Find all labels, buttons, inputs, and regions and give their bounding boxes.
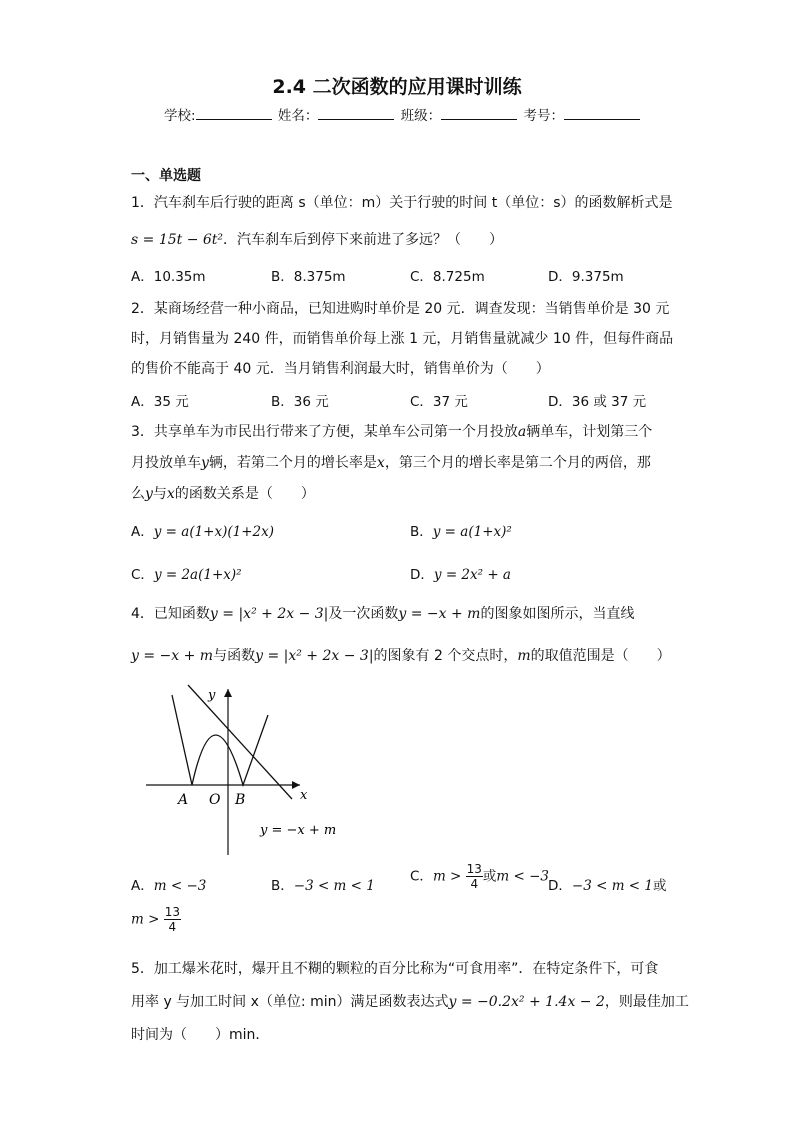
q3-var-y-2: y <box>145 486 153 502</box>
q4-option-c-rest: m < −3 <box>496 868 550 885</box>
q4-line2 <box>131 645 671 665</box>
q4-line2-text-b: 的图象有 2 个交点时， <box>373 648 518 664</box>
q2-line1: 2．某商场经营一种小商品，已知进购时单价是 20 元．调查发现：当销售单价是 30 元 <box>131 301 670 317</box>
q4-option-d-or: 或 <box>653 878 667 894</box>
school-label: 学校: <box>164 108 196 124</box>
q4-option-b-label: B． <box>271 878 294 894</box>
x-axis-arrow-icon <box>292 781 300 789</box>
linear-function-line <box>188 685 292 799</box>
q2-line2: 时，月销售量为 240 件，而销售单价每上涨 1 元，月销售量就减少 10 件，但每件商品 <box>131 331 674 347</box>
q4-option-b <box>271 874 375 894</box>
q4-option-d <box>548 874 667 894</box>
number-label: 考号： <box>523 108 564 124</box>
q2-option-c: C．37 元 <box>410 394 468 410</box>
graph-point-b: B <box>235 792 246 808</box>
q3-option-d-label: D． <box>410 567 434 583</box>
graph-x-label: x <box>300 788 308 803</box>
class-label: 班级： <box>400 108 442 124</box>
q3-line2-text-b: 辆，若第二个月的增长率是 <box>208 455 377 471</box>
q4-option-c-denominator: 4 <box>470 877 479 891</box>
q3-line2 <box>131 452 651 472</box>
q4-option-a <box>131 874 206 894</box>
q3-line3-text-c: 的函数关系是（ ） <box>174 486 315 502</box>
q1-line2-text: ．汽车刹车后到停下来前进了多远？（ ） <box>223 232 504 248</box>
q5-line2-text-b: ，则最佳加工 <box>604 994 689 1010</box>
q4-line2-text-a: 与函数 <box>213 648 256 664</box>
q4-option-c-m: m > <box>432 868 462 885</box>
q3-option-b-formula: y = a(1+x)² <box>432 524 512 540</box>
q3-option-c-label: C． <box>131 567 154 583</box>
q3-line3-text-b: 与 <box>152 486 167 502</box>
q5-formula: y = −0.2x² + 1.4x − 2 <box>448 994 605 1010</box>
q3-line2-text-c: ，第三个月的增长率是第二个月的两倍，那 <box>384 455 651 471</box>
q3-var-y: y <box>201 455 209 471</box>
q5-line2-text-a: 用率 y 与加工时间 x（单位: min）满足函数表达式 <box>131 994 449 1010</box>
q4-option-d-fraction <box>164 905 181 934</box>
q4-option-c-or: 或 <box>482 868 497 885</box>
q3-option-b-label: B． <box>410 524 433 540</box>
q4-graph <box>140 675 350 865</box>
q4-option-a-label: A． <box>131 878 154 894</box>
q1-option-c: C．8.725m <box>410 269 485 285</box>
q4-option-c-label: C． <box>410 868 433 885</box>
q2-option-b: B．36 元 <box>271 394 329 410</box>
q3-var-a: a <box>517 424 527 440</box>
class-blank <box>441 105 517 120</box>
q4-formula-linear: y = −x + m <box>398 606 481 622</box>
q1-option-d: D．9.375m <box>548 269 624 285</box>
q1-line2 <box>131 229 503 249</box>
q3-line1 <box>131 421 652 441</box>
q4-option-d-m: m > <box>131 911 160 928</box>
abs-parabola-curve <box>172 695 268 785</box>
q3-option-d-formula: y = 2x² + a <box>433 567 511 583</box>
y-axis-arrow-icon <box>224 689 232 697</box>
name-label: 姓名： <box>277 108 319 124</box>
q4-option-d-denominator: 4 <box>168 920 177 934</box>
name-blank <box>318 105 394 120</box>
q5-line1: 5．加工爆米花时，爆开且不糊的颗粒的百分比称为“可食用率”．在特定条件下，可食 <box>131 961 659 977</box>
q4-option-a-formula: m < −3 <box>153 878 207 894</box>
number-blank <box>564 105 640 120</box>
graph-y-label: y <box>208 688 216 703</box>
q2-option-a: A．35 元 <box>131 394 189 410</box>
school-blank <box>196 105 272 120</box>
q4-line1-text-c: 的图象如图所示，当直线 <box>480 606 635 622</box>
q3-var-x: x <box>376 455 385 471</box>
q5-line3: 时间为（ ）min． <box>131 1027 270 1043</box>
q1-line1: 1．汽车刹车后行驶的距离 s（单位：m）关于行驶的时间 t（单位：s）的函数解析式是 <box>131 195 673 211</box>
q3-line2-text-a: 月投放单车 <box>131 455 201 471</box>
q3-option-a <box>131 520 274 540</box>
q3-line1-text-b: 辆单车，计划第三个 <box>526 424 653 440</box>
student-info-row <box>164 104 642 124</box>
q1-option-a: A．10.35m <box>131 269 206 285</box>
q4-option-d-formula: −3 < m < 1 <box>571 878 653 894</box>
graph-point-a: A <box>178 792 189 808</box>
q4-formula-abs-2: y = |x² + 2x − 3| <box>255 648 374 664</box>
q4-option-d-numerator: 13 <box>164 905 180 919</box>
q4-line1 <box>131 603 634 623</box>
q3-option-c <box>131 563 242 583</box>
q1-formula: s = 15t − 6t² <box>131 232 224 248</box>
q3-option-c-formula: y = 2a(1+x)² <box>153 567 242 583</box>
q3-var-x-2: x <box>166 486 175 502</box>
graph-origin: O <box>209 792 221 808</box>
q4-option-c-numerator: 13 <box>466 862 482 876</box>
q4-line2-text-c: 的取值范围是（ ） <box>530 648 671 664</box>
q3-option-b <box>410 520 512 540</box>
page-title: 2.4 二次函数的应用课时训练 <box>272 76 522 98</box>
q4-line1-text-b: 及一次函数 <box>328 606 399 622</box>
q4-option-d-continued <box>131 905 181 934</box>
q3-option-d <box>410 563 511 583</box>
q2-line3: 的售价不能高于 40 元．当月销售利润最大时，销售单价为（ ） <box>131 361 550 377</box>
q1-option-b: B．8.375m <box>271 269 346 285</box>
graph-line-label: y = −x + m <box>260 823 337 838</box>
q4-option-d-label: D． <box>548 878 572 894</box>
q4-formula-abs: y = |x² + 2x − 3| <box>209 606 329 622</box>
q3-line3 <box>131 483 315 503</box>
q4-option-c <box>410 862 549 891</box>
q4-var-m: m <box>517 648 531 664</box>
q4-formula-linear-2: y = −x + m <box>131 648 214 664</box>
q3-option-a-formula: y = a(1+x)(1+2x) <box>153 524 275 540</box>
q2-option-d: D．36 或 37 元 <box>548 394 647 410</box>
q4-option-c-fraction <box>466 862 483 891</box>
q4-line1-text-a: 4．已知函数 <box>131 606 210 622</box>
q4-option-b-formula: −3 < m < 1 <box>293 878 375 894</box>
q3-line1-text-a: 3．共享单车为市民出行带来了方便，某单车公司第一个月投放 <box>131 424 518 440</box>
q3-option-a-label: A． <box>131 524 154 540</box>
q5-line2 <box>131 991 689 1011</box>
q3-line3-text-a: 么 <box>131 486 145 502</box>
section-heading: 一、单选题 <box>131 168 201 184</box>
